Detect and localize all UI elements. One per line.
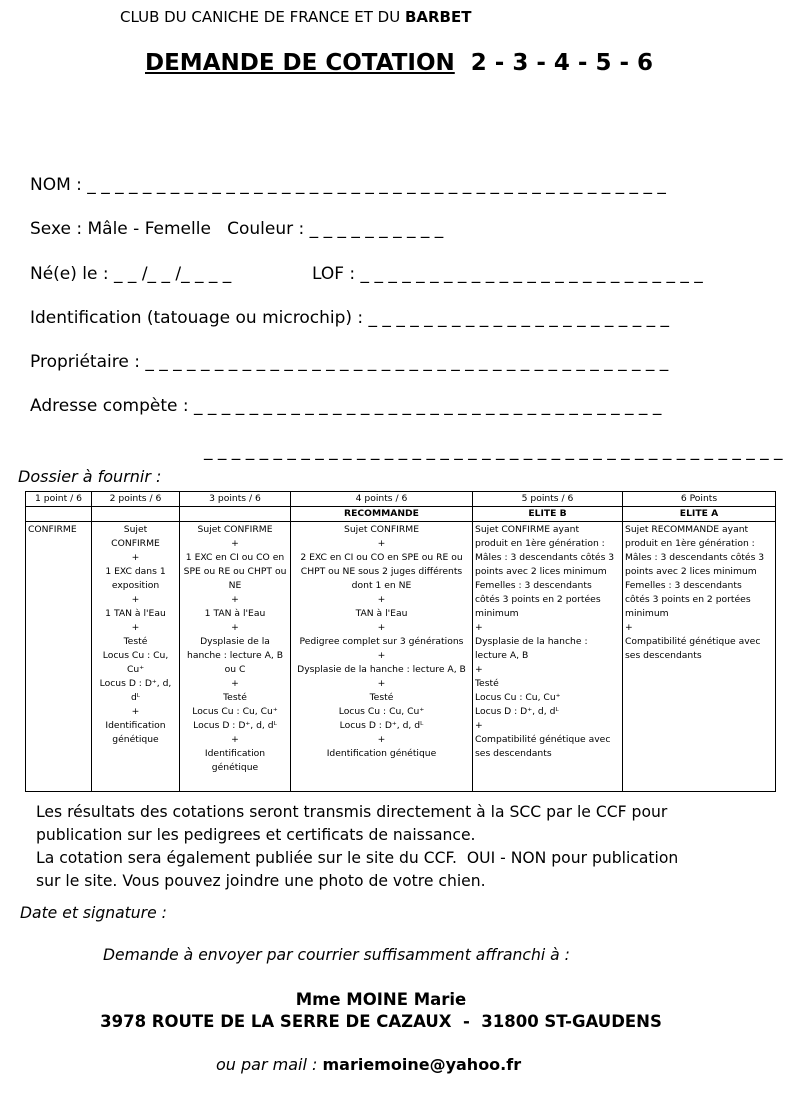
cell-line: 1 EXC en CI ou CO en: [185, 552, 285, 563]
cell-line: Sujet: [123, 524, 148, 535]
cell-line: 2 EXC en CI ou CO en SPE ou RE ou: [300, 552, 463, 563]
cell-line: Locus Cu : Cu, Cu⁺: [102, 650, 169, 675]
nom-field[interactable]: NOM : _ _ _ _ _ _ _ _ _ _ _ _ _ _ _ _ _ _ _ _ _ _ _ _ _ _ _ _ _ _ _ _ _ _ _ _ _ _ _ _ _ _: [30, 175, 666, 195]
cell-3-points: [180, 522, 291, 792]
cell-line: Testé: [223, 692, 247, 703]
cell-line: Sujet CONFIRME: [197, 524, 273, 535]
cell-line: Mâles : 3 descendants côtés 3: [625, 552, 765, 563]
cell-line: +: [625, 622, 633, 633]
email-link[interactable]: mariemoine@yahoo.fr: [322, 1055, 522, 1074]
header-cell: 2 points / 6: [92, 492, 180, 507]
cell-line: +: [131, 622, 140, 633]
table-body-row: [26, 522, 776, 792]
cell-line: +: [231, 678, 239, 689]
recipient-address: 3978 ROUTE DE LA SERRE DE CAZAUX - 31800 ST-GAUDENS: [100, 1012, 662, 1031]
cell-line: Locus Cu : Cu, Cu⁺: [475, 692, 561, 703]
header-cell: 4 points / 6: [291, 492, 473, 507]
cell-line: +: [475, 664, 483, 675]
cell-line: ses descendants: [475, 748, 552, 759]
header-cell: 3 points / 6: [180, 492, 291, 507]
cell-6-points: [623, 522, 776, 792]
mail-line: [216, 1055, 521, 1074]
cell-line: Pedigree complet sur 3 générations: [299, 636, 464, 647]
cell-line: +: [131, 552, 140, 563]
lof-field[interactable]: LOF : _ _ _ _ _ _ _ _ _ _ _ _ _ _ _ _ _ _ _ _ _ _ _ _ _: [312, 264, 703, 284]
cell-line: Compatibilité génétique avec: [475, 734, 611, 745]
title-numbers: 2 - 3 - 4 - 5 - 6: [470, 50, 654, 76]
cell-line: +: [377, 594, 386, 605]
subheader-cell: RECOMMANDE: [291, 507, 473, 522]
cell-line: côtés 3 points en 2 portées: [475, 594, 601, 605]
club-name-text: CLUB DU CANICHE DE FRANCE ET DU: [120, 8, 405, 26]
header-cell: 1 point / 6: [26, 492, 92, 507]
cell-line: Mâles : 3 descendants côtés 3: [475, 552, 615, 563]
cell-line: hanche : lecture A, B: [187, 650, 283, 661]
cell-line: +: [377, 538, 386, 549]
subheader-cell: ELITE B: [473, 507, 623, 522]
cell-line: Locus Cu : Cu, Cu⁺: [192, 706, 278, 717]
cell-line: +: [131, 706, 140, 717]
mail-prefix: ou par mail :: [216, 1055, 323, 1074]
table-subheader-row: [26, 507, 776, 522]
subheader-cell: [26, 507, 92, 522]
cell-line: ou C: [224, 664, 246, 675]
cell-line: +: [377, 622, 386, 633]
subheader-cell: ELITE A: [623, 507, 776, 522]
cell-line: +: [475, 622, 483, 633]
recipient-name: Mme MOINE Marie: [295, 990, 467, 1009]
cotation-table: [25, 491, 776, 792]
cell-1-point: [26, 522, 92, 792]
cell-line: SPE ou RE ou CHPT ou: [183, 566, 287, 577]
cell-line: points avec 2 lices minimum: [475, 566, 607, 577]
cell-line: Testé: [369, 692, 394, 703]
cell-line: minimum: [475, 608, 519, 619]
cell-line: +: [131, 594, 140, 605]
cell-line: +: [475, 720, 483, 731]
birthdate-field[interactable]: Né(e) le : _ _ /_ _ /_ _ _ _: [30, 264, 232, 284]
club-name-bold: BARBET: [404, 8, 472, 26]
subheader-cell: [180, 507, 291, 522]
date-signature-label: Date et signature :: [20, 904, 167, 922]
sexe-couleur-field[interactable]: Sexe : Mâle - Femelle Couleur : _ _ _ _ _ _ _ _ _ _: [30, 219, 444, 239]
cell-5-points: [473, 522, 623, 792]
publication-note: Les résultats des cotations seront transmis directement à la SCC par le CCF pour publication sur les pedigrees et certificats de naissance. La cotation sera également publiée sur le site du CCF. OUI - NON pour publication sur le site. Vous pouvez joindre une photo de votre chien.: [36, 803, 679, 890]
cell-line: Femelles : 3 descendants: [475, 580, 592, 591]
cell-line: Identification: [204, 748, 266, 759]
cell-line: Sujet CONFIRME: [343, 524, 419, 535]
cell-line: génétique: [112, 734, 159, 745]
cell-line: lecture A, B: [475, 650, 529, 661]
cell-line: Identification: [105, 720, 166, 731]
cell-line: points avec 2 lices minimum: [625, 566, 757, 577]
cell-line: 1 TAN à l'Eau: [105, 608, 166, 619]
cell-4-points: [291, 522, 473, 792]
cell-line: minimum: [625, 608, 669, 619]
club-name: [120, 8, 471, 26]
cell-line: +: [231, 734, 239, 745]
cell-line: produit en 1ère génération :: [475, 538, 605, 549]
cell-2-points: [92, 522, 180, 792]
cell-line: Dysplasie de la hanche :: [475, 636, 588, 647]
cell-line: Dysplasie de la: [200, 636, 270, 647]
cell-line: +: [231, 538, 239, 549]
cell-line: NE: [228, 580, 242, 591]
subheader-cell: [92, 507, 180, 522]
page-title: [145, 50, 653, 76]
dossier-label: Dossier à fournir :: [18, 467, 162, 486]
cell-line: CONFIRME: [28, 524, 77, 535]
cell-line: Testé: [123, 636, 148, 647]
adresse-field-line2[interactable]: _ _ _ _ _ _ _ _ _ _ _ _ _ _ _ _ _ _ _ _ _ _ _ _ _ _ _ _ _ _ _ _ _ _ _ _ _ _ _ _ _ _: [204, 441, 783, 461]
cell-line: Identification génétique: [326, 748, 437, 759]
cell-line: Sujet CONFIRME ayant: [475, 524, 580, 535]
cell-line: +: [231, 622, 239, 633]
cell-line: Femelles : 3 descendants: [625, 580, 742, 591]
cell-line: Dysplasie de la hanche : lecture A, B: [297, 664, 466, 675]
identification-field[interactable]: Identification (tatouage ou microchip) : _ _ _ _ _ _ _ _ _ _ _ _ _ _ _ _ _ _ _ _ _ _: [30, 308, 670, 328]
cell-line: Sujet RECOMMANDE ayant: [625, 524, 749, 535]
header-cell: 6 Points: [623, 492, 776, 507]
cell-line: +: [231, 594, 239, 605]
cell-line: CONFIRME: [111, 538, 160, 549]
cell-line: dont 1 en NE: [351, 580, 412, 591]
cell-line: 1 TAN à l'Eau: [204, 608, 266, 619]
proprietaire-field[interactable]: Propriétaire : _ _ _ _ _ _ _ _ _ _ _ _ _ _ _ _ _ _ _ _ _ _ _ _ _ _ _ _ _ _ _ _ _ _ _ _ _ _: [30, 352, 669, 372]
cell-line: génétique: [211, 762, 259, 773]
envoi-instructions: Demande à envoyer par courrier suffisamment affranchi à :: [103, 946, 570, 964]
cell-line: Locus D : D⁺, d, dᴸ: [475, 706, 559, 717]
header-cell: 5 points / 6: [473, 492, 623, 507]
cell-line: ses descendants: [625, 650, 702, 661]
adresse-field[interactable]: Adresse compète : _ _ _ _ _ _ _ _ _ _ _ _ _ _ _ _ _ _ _ _ _ _ _ _ _ _ _ _ _ _ _ _ _ _: [30, 396, 662, 416]
cell-line: produit en 1ère génération :: [625, 538, 755, 549]
cell-line: Compatibilité génétique avec: [625, 636, 761, 647]
cell-line: Locus D : D⁺, d, dᴸ: [193, 720, 277, 731]
cell-line: +: [377, 650, 386, 661]
table-header-row: [26, 492, 776, 507]
cell-line: Locus D : D⁺, d, dᴸ: [99, 678, 172, 703]
cell-line: côtés 3 points en 2 portées: [625, 594, 751, 605]
cell-line: TAN à l'Eau: [355, 608, 408, 619]
title-main: DEMANDE DE COTATION: [145, 50, 455, 76]
cell-line: Locus Cu : Cu, Cu⁺: [338, 706, 425, 717]
cell-line: Locus D : D⁺, d, dᴸ: [339, 720, 424, 731]
cell-line: +: [377, 734, 386, 745]
cell-line: exposition: [111, 580, 160, 591]
cell-line: CHPT ou NE sous 2 juges différents: [300, 566, 463, 577]
cell-line: Testé: [475, 678, 499, 689]
cell-line: 1 EXC dans 1: [105, 566, 166, 577]
cell-line: +: [377, 678, 386, 689]
